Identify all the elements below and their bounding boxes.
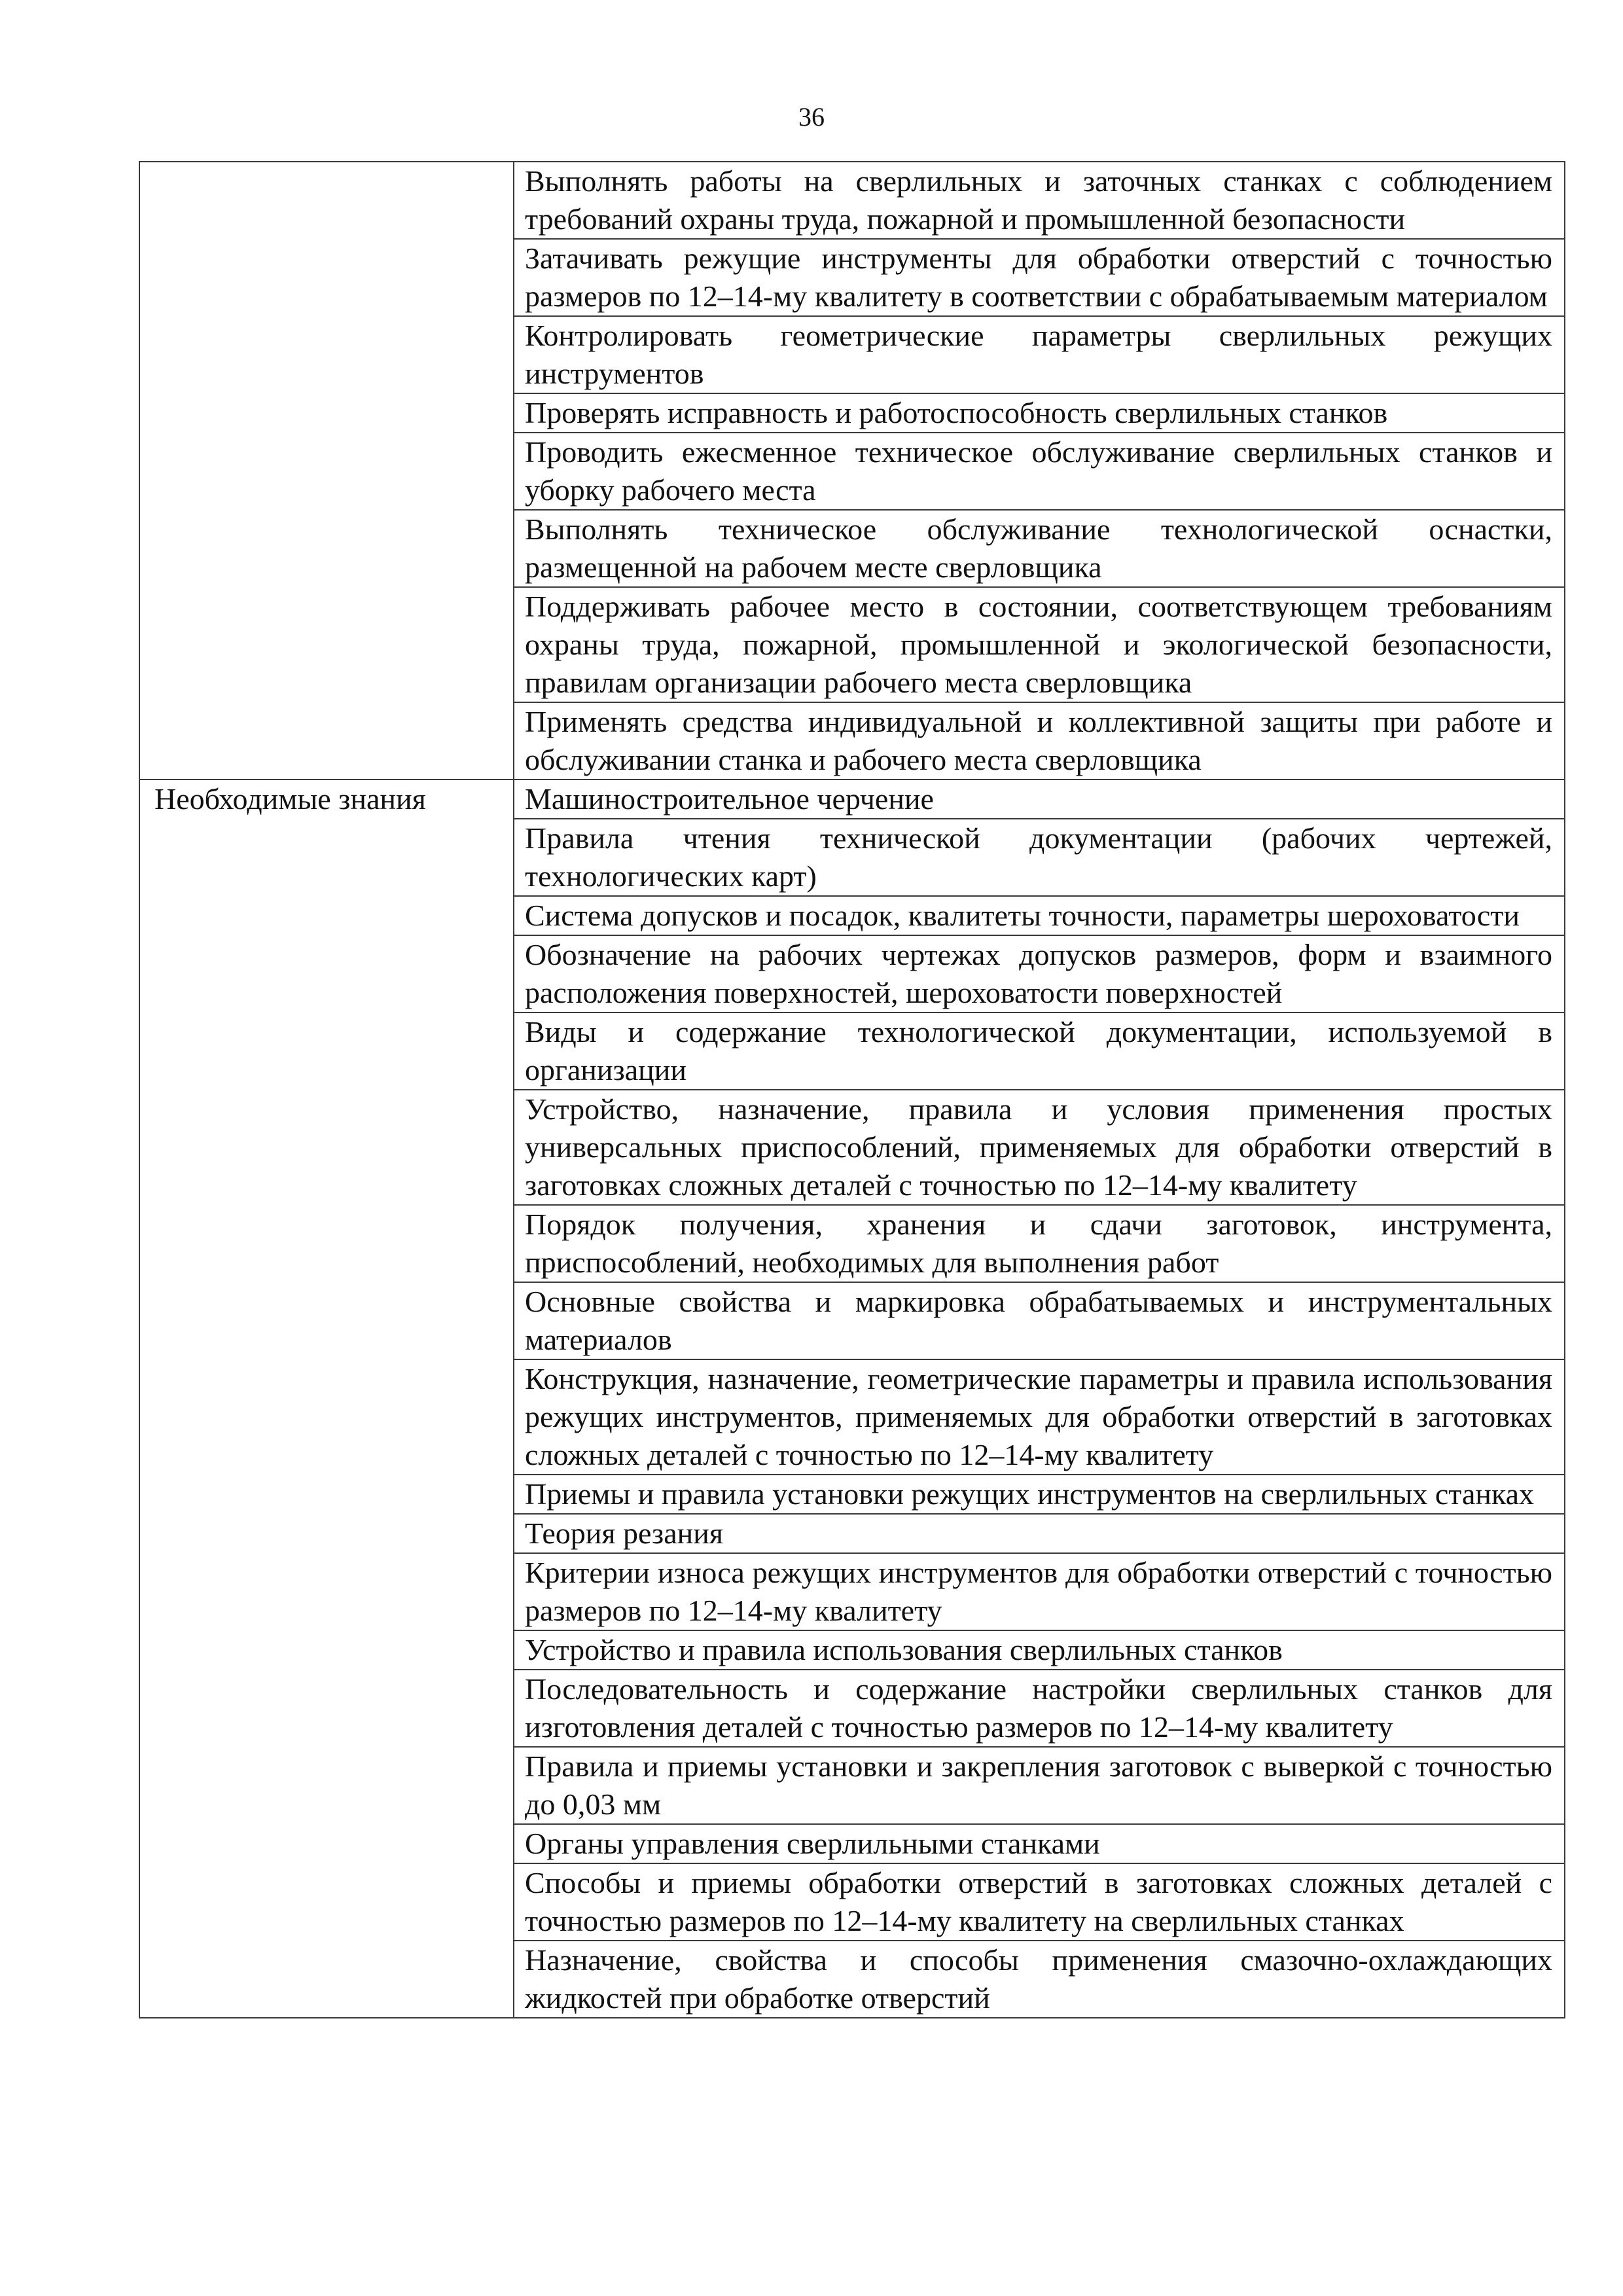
skill-item: Затачивать режущие инструменты для обработки отверстий с точностью размеров по 12–14-му квалитету в соответствии с обрабатываемым материалом — [514, 239, 1565, 316]
page-number: 36 — [798, 102, 825, 132]
skills-category-cell — [139, 162, 514, 780]
knowledge-item: Система допусков и посадок, квалитеты точности, параметры шероховатости — [514, 896, 1565, 935]
skill-item: Проверять исправность и работоспособность сверлильных станков — [514, 393, 1565, 433]
skill-item: Контролировать геометрические параметры сверлильных режущих инструментов — [514, 316, 1565, 393]
knowledge-item: Последовательность и содержание настройки сверлильных станков для изготовления деталей с точностью размеров по 12–14-му квалитету — [514, 1670, 1565, 1747]
knowledge-item: Правила и приемы установки и закрепления заготовок с выверкой с точностью до 0,03 мм — [514, 1747, 1565, 1824]
skill-item: Выполнять техническое обслуживание технологической оснастки, размещенной на рабочем месте сверловщика — [514, 510, 1565, 587]
knowledge-item: Теория резания — [514, 1514, 1565, 1553]
knowledge-item: Обозначение на рабочих чертежах допусков размеров, форм и взаимного расположения поверхностей, шероховатости поверхностей — [514, 935, 1565, 1013]
knowledge-item: Устройство, назначение, правила и условия применения простых универсальных приспособлений, применяемых для обработки отверстий в заготовках сложных деталей с точностью по 12–14-му квалитету — [514, 1090, 1565, 1205]
knowledge-item: Порядок получения, хранения и сдачи заготовок, инструмента, приспособлений, необходимых для выполнения работ — [514, 1205, 1565, 1282]
skill-item: Поддерживать рабочее место в состоянии, соответствующем требованиям охраны труда, пожарной, промышленной и экологической безопасности, правилам организации рабочего места сверловщика — [514, 587, 1565, 702]
knowledge-item: Приемы и правила установки режущих инструментов на сверлильных станках — [514, 1475, 1565, 1514]
knowledge-item: Основные свойства и маркировка обрабатываемых и инструментальных материалов — [514, 1282, 1565, 1359]
knowledge-item: Конструкция, назначение, геометрические параметры и правила использования режущих инструментов, применяемых для обработки отверстий в заготовках сложных деталей с точностью по 12–14-му квалитету — [514, 1359, 1565, 1475]
knowledge-item: Органы управления сверлильными станками — [514, 1824, 1565, 1863]
knowledge-item: Виды и содержание технологической документации, используемой в организации — [514, 1013, 1565, 1090]
requirements-table — [139, 161, 1565, 2018]
table-row — [139, 162, 1565, 239]
knowledge-item: Назначение, свойства и способы применения смазочно-охлаждающих жидкостей при обработке отверстий — [514, 1941, 1565, 2018]
knowledge-item: Способы и приемы обработки отверстий в заготовках сложных деталей с точностью размеров по 12–14-му квалитету на сверлильных станках — [514, 1863, 1565, 1941]
knowledge-category-label: Необходимые знания — [139, 780, 514, 2018]
knowledge-item: Критерии износа режущих инструментов для обработки отверстий с точностью размеров по 12–14-му квалитету — [514, 1553, 1565, 1630]
table-row — [139, 780, 1565, 819]
knowledge-item: Устройство и правила использования сверлильных станков — [514, 1630, 1565, 1670]
skill-item: Проводить ежесменное техническое обслуживание сверлильных станков и уборку рабочего места — [514, 433, 1565, 510]
knowledge-item: Машиностроительное черчение — [514, 780, 1565, 819]
knowledge-item: Правила чтения технической документации (рабочих чертежей, технологических карт) — [514, 819, 1565, 896]
skill-item: Применять средства индивидуальной и коллективной защиты при работе и обслуживании станка и рабочего места сверловщика — [514, 702, 1565, 780]
skill-item: Выполнять работы на сверлильных и заточных станках с соблюдением требований охраны труда, пожарной и промышленной безопасности — [514, 162, 1565, 239]
